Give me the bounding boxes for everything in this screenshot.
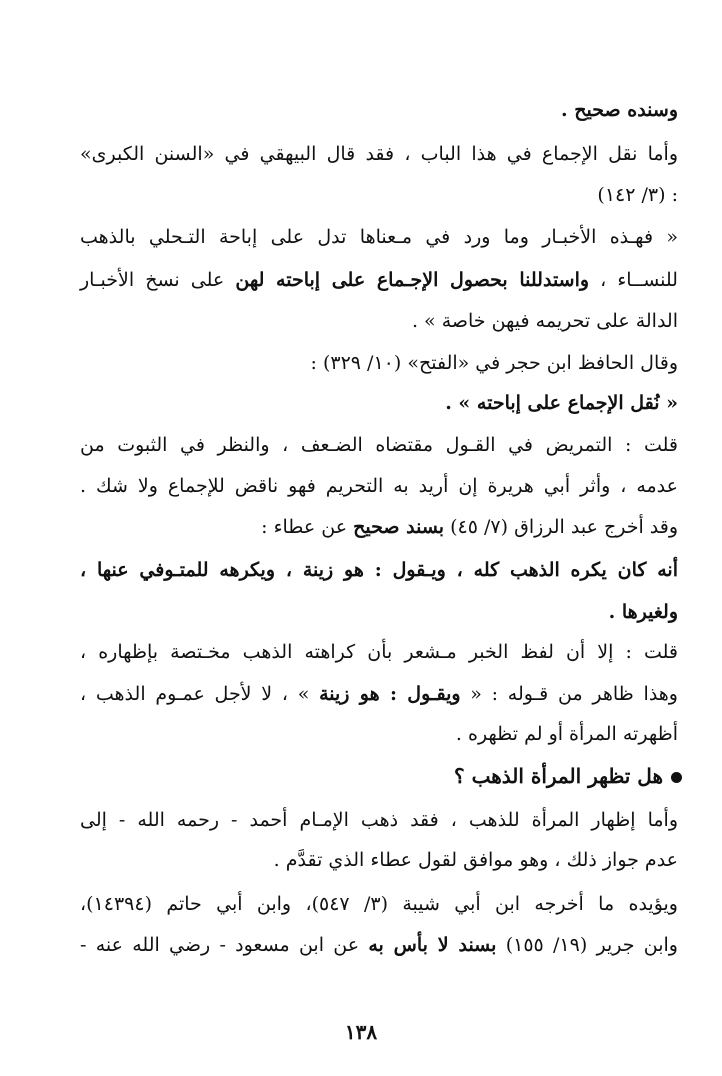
text-line-20: ويؤيده ما أخرجه ابن أبي شيبة (٣/ ٥٤٧)، وابن أبي حاتم (١٤٣٩٤)، <box>80 893 678 915</box>
text-line-15 <box>80 680 678 708</box>
text-line-3: (٣/ ١٤٢) : <box>597 184 678 206</box>
text-line-5 <box>80 266 678 294</box>
section-heading <box>454 762 682 790</box>
text-line-11-part-a: وقد أخرج عبد الرزاق (٧/ ٤٥) <box>444 516 678 538</box>
text-line-4: « فهـذه الأخبـار وما ورد في مـعناها تدل على إباحة التـحلي بالذهب <box>80 226 678 248</box>
text-line-18: وأما إظهار المرأة للذهب ، فقد ذهب الإمـام أحمد - رحمه الله - إلى <box>80 809 678 831</box>
text-line-14: قلت : إلا أن لفظ الخبر مـشعر بأن كراهته الذهب مخـتصة بإظهاره ، <box>80 641 678 663</box>
text-line-13: ولغيرها . <box>608 601 678 623</box>
text-line-15-part-c: » ، لا لأجل عمـوم الذهب ، <box>80 683 320 705</box>
text-line-6: الدالة على تحريمه فيهن خاصة » . <box>411 310 678 332</box>
text-line-11-part-c: عن عطاء : <box>261 516 354 538</box>
text-line-9: قلت : التمريض في القـول مقتضاه الضـعف ، والنظر في الثبوت من <box>80 434 678 456</box>
bullet-icon <box>671 772 682 783</box>
text-line-12: أنه كان يكره الذهب كله ، ويـقول : هو زينة ، ويكرهه للمتـوفي عنها ، <box>80 559 678 581</box>
text-line-1: وسنده صحيح . <box>561 99 678 121</box>
text-line-5-part-a: للنســاء ، <box>589 269 678 291</box>
text-line-5-bold: واستدللنا بحصول الإجـماع على إباحته لهن <box>235 269 590 291</box>
section-heading-text: هل تظهر المرأة الذهب ؟ <box>453 764 663 788</box>
text-line-2: وأما نقل الإجماع في هذا الباب ، فقد قال البيهقي في «السنن الكبرى» <box>80 143 678 165</box>
text-line-19: عدم جواز ذلك ، وهو موافق لقول عطاء الذي تقدَّم . <box>273 849 678 871</box>
text-line-10: عدمه ، وأثر أبي هريرة إن أريد به التحريم فهو ناقض للإجماع ولا شك . <box>80 475 678 497</box>
text-line-8: « نُقل الإجماع على إباحته » . <box>445 392 678 414</box>
text-line-15-bold: ويقـول : هو زينة <box>319 683 461 705</box>
text-line-21 <box>80 931 678 959</box>
text-line-21-bold: بسند لا بأس به <box>368 934 497 956</box>
text-line-15-part-a: وهذا ظاهر من قـوله : « <box>460 683 678 705</box>
text-line-16: أظهرته المرأة أو لم تظهره . <box>455 723 678 745</box>
text-line-21-part-c: عن ابن مسعود - رضي الله عنه - <box>80 934 369 956</box>
text-line-11-bold: بسند صحيح <box>353 516 445 538</box>
text-line-7: وقال الحافظ ابن حجر في «الفتح» (١٠/ ٣٢٩) : <box>310 352 678 374</box>
text-line-11 <box>261 513 678 541</box>
text-line-5-part-c: على نسخ الأخبـار <box>80 269 236 291</box>
page-number: ١٣٨ <box>344 1020 378 1044</box>
text-line-21-part-a: وابن جرير (١٩/ ١٥٥) <box>496 934 678 956</box>
